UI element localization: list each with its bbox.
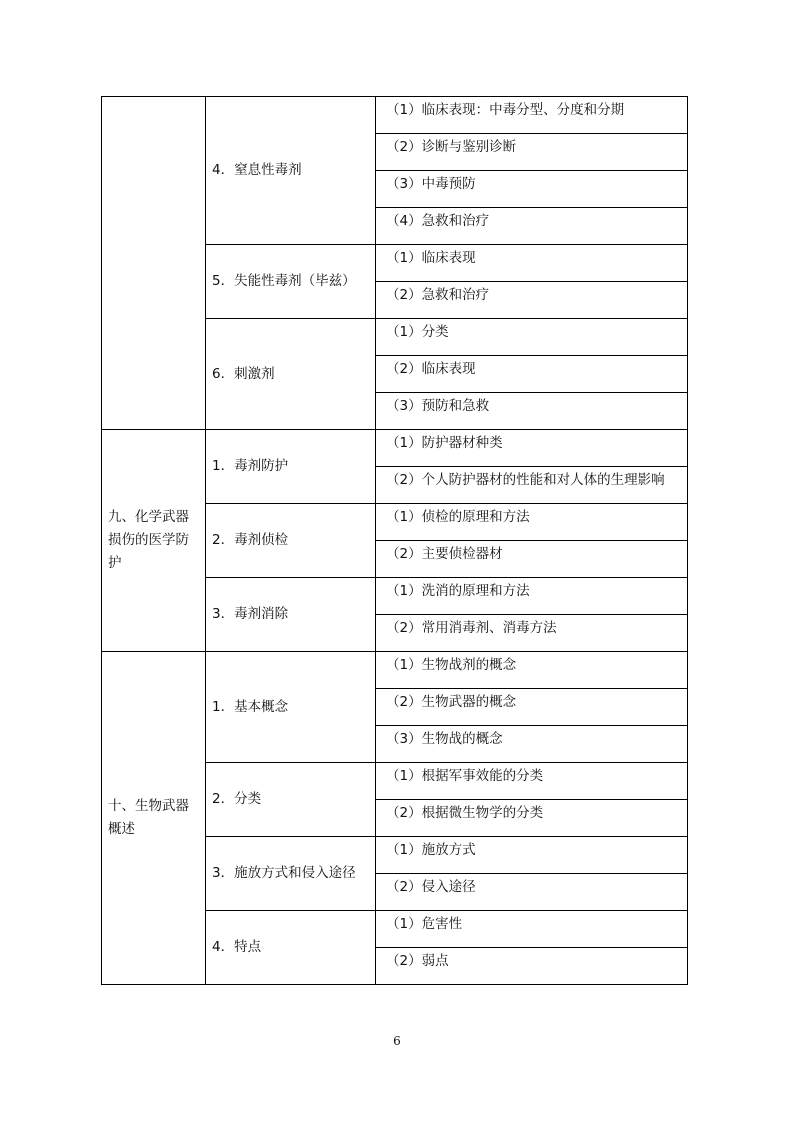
item-cell (376, 171, 688, 208)
topic-title-cell: 4．特点 (206, 911, 376, 985)
item-text: （3）预防和急救 (386, 398, 490, 414)
section-title-cell: 十、生物武器概述 (102, 652, 206, 985)
item-cell (376, 208, 688, 245)
item-cell (376, 97, 688, 134)
item-cell (376, 800, 688, 837)
topic-title-cell: 3．施放方式和侵入途径 (206, 837, 376, 911)
item-text: （2）主要侦检器材 (386, 546, 503, 562)
topic-title-cell: 2．分类 (206, 763, 376, 837)
topic-title-cell: 2．毒剂侦检 (206, 504, 376, 578)
syllabus-table (101, 96, 688, 985)
item-text: （2）临床表现 (386, 361, 476, 377)
item-cell (376, 578, 688, 615)
item-text: （2）个人防护器材的性能和对人体的生理影响 (386, 472, 665, 488)
section-title-cell: 九、化学武器损伤的医学防护 (102, 430, 206, 652)
syllabus-table-body (102, 97, 688, 985)
item-text: （1）根据军事效能的分类 (386, 768, 544, 784)
item-cell (376, 134, 688, 171)
item-text: （2）弱点 (386, 953, 449, 969)
item-text: （1）临床表现：中毒分型、分度和分期 (386, 102, 625, 118)
item-text: （2）诊断与鉴别诊断 (386, 139, 517, 155)
topic-title-cell: 1．基本概念 (206, 652, 376, 763)
item-cell (376, 393, 688, 430)
item-cell (376, 689, 688, 726)
table-row (102, 97, 688, 134)
item-cell (376, 319, 688, 356)
item-text: （1）临床表现 (386, 250, 476, 266)
item-cell (376, 911, 688, 948)
item-cell (376, 245, 688, 282)
item-cell (376, 504, 688, 541)
item-cell (376, 837, 688, 874)
item-text: （2）生物武器的概念 (386, 694, 517, 710)
item-text: （2）急救和治疗 (386, 287, 490, 303)
item-cell (376, 541, 688, 578)
page-number: 6 (393, 1034, 401, 1048)
item-text: （2）常用消毒剂、消毒方法 (386, 620, 557, 636)
item-cell (376, 430, 688, 467)
item-cell (376, 763, 688, 800)
section-title-cell (102, 97, 206, 430)
item-cell (376, 467, 688, 504)
item-text: （1）洗消的原理和方法 (386, 583, 530, 599)
topic-title-cell: 4．窒息性毒剂 (206, 97, 376, 245)
item-cell (376, 282, 688, 319)
topic-title-cell: 3．毒剂消除 (206, 578, 376, 652)
item-cell (376, 874, 688, 911)
item-text: （1）危害性 (386, 916, 463, 932)
item-text: （3）中毒预防 (386, 176, 476, 192)
item-text: （2）根据微生物学的分类 (386, 805, 544, 821)
table-row (102, 652, 688, 689)
item-text: （1）生物战剂的概念 (386, 657, 517, 673)
item-cell (376, 615, 688, 652)
item-cell (376, 726, 688, 763)
item-cell (376, 948, 688, 985)
item-cell (376, 356, 688, 393)
topic-title-cell: 5．失能性毒剂（毕兹） (206, 245, 376, 319)
topic-title-cell: 6．刺激剂 (206, 319, 376, 430)
topic-title-cell: 1．毒剂防护 (206, 430, 376, 504)
item-text: （2）侵入途径 (386, 879, 476, 895)
item-text: （1）施放方式 (386, 842, 476, 858)
table-row (102, 430, 688, 467)
item-text: （4）急救和治疗 (386, 213, 490, 229)
item-text: （1）防护器材种类 (386, 435, 503, 451)
item-text: （3）生物战的概念 (386, 731, 503, 747)
item-cell (376, 652, 688, 689)
item-text: （1）侦检的原理和方法 (386, 509, 530, 525)
item-text: （1）分类 (386, 324, 449, 340)
